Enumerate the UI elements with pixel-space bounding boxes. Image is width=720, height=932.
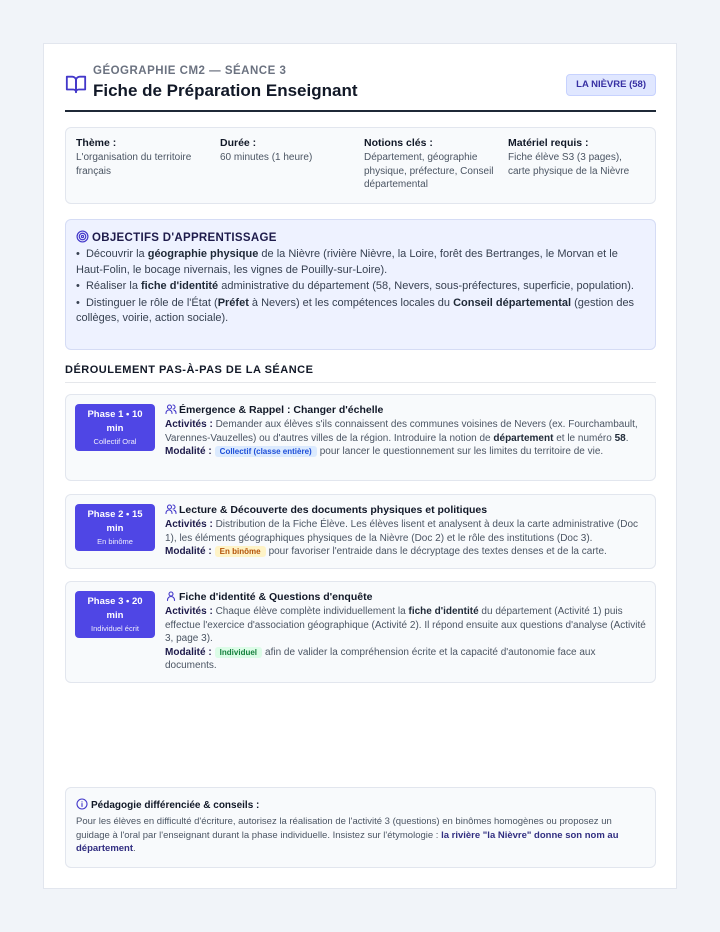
phase-modality: Modalité : En binôme pour favoriser l'entraide dans le décryptage des textes denses et de la carte. [165, 546, 607, 557]
objectives-list [76, 247, 646, 328]
modality-badge: En binôme [215, 546, 266, 557]
phase-activities: Activités : Demander aux élèves s'ils connaissent des communes voisines de Nevers (ex. Fourchambault, Varennes-Vauzelles) ou d'autres villes de la région. Introduire la notion de département et le numéro 58. [165, 419, 638, 444]
info-notions [364, 137, 499, 192]
phase-title: Lecture & Découverte des documents physiques et politiques [165, 503, 647, 516]
phase-badge [75, 591, 155, 638]
modality-badge: Individuel [215, 647, 262, 658]
list-item: • Réaliser la fiche d'identité administrative du département (58, Nevers, sous-préfectures, superficie, population). [76, 280, 634, 292]
target-icon [76, 230, 89, 243]
objectives-box [65, 219, 656, 350]
phase-badge-title: Phase 3 • 20 min [87, 596, 143, 621]
phase-activities: Activités : Chaque élève complète individuellement la fiche d'identité du département (Activité 1) puis effectue l'exercice d'association géographique (Activité 2). Il répond ensuite aux questions d'analyse (Activité 3, page 3). [165, 606, 646, 644]
objectives-title-text: OBJECTIFS D'APPRENTISSAGE [92, 232, 277, 244]
section-title: DÉROULEMENT PAS-À-PAS DE LA SÉANCE [65, 364, 656, 383]
info-duration [220, 137, 355, 165]
list-item: • Distinguer le rôle de l'État (Préfet à Nevers) et les compétences locales du Conseil départemental (gestion des collèges, voirie, action sociale). [76, 296, 635, 324]
phase-badge [75, 404, 155, 451]
phase-modality: Modalité : Collectif (classe entière) pour lancer le questionnement sur les limites du territoire de vie. [165, 446, 604, 457]
phase-title: Fiche d'identité & Questions d'enquête [165, 590, 647, 603]
info-label: Matériel requis : [508, 137, 589, 149]
phase-badge-subtitle: En binôme [97, 537, 133, 546]
phase-activities: Activités : Distribution de la Fiche Élève. Les élèves lisent et analysent à deux la carte administrative (Doc 1), les éléments géographiques physiques de la Nièvre (Doc 2) et le rôle des institutions (Doc 3). [165, 519, 639, 544]
phase-badge-title: Phase 1 • 10 min [87, 409, 143, 434]
tips-text: Pour les élèves en difficulté d'écriture, autorisez la réalisation de l'activité 3 (questions) en binômes homogènes ou proposez un guidage à l'oral par l'enseignant durant la phase individuelle. Insistez sur l'étymologie : la rivière "la Nièvre" donne son nom au département. [76, 816, 619, 854]
modality-badge: Collectif (classe entière) [215, 446, 317, 457]
info-value: Fiche élève S3 (3 pages), carte physique de la Nièvre [508, 152, 630, 177]
phase-modality: Modalité : Individuel afin de valider la compréhension écrite et la capacité d'autonomie face aux documents. [165, 646, 596, 671]
lesson-sheet [43, 43, 677, 889]
department-badge: LA NIÈVRE (58) [566, 74, 656, 96]
phase-card-1 [65, 394, 656, 481]
phase-body [165, 503, 647, 559]
info-label: Notions clés : [364, 137, 433, 149]
info-value: L'organisation du territoire français [76, 152, 192, 177]
info-value: Département, géographie physique, préfecture, Conseil départemental [364, 152, 494, 190]
info-theme [76, 137, 211, 178]
page-header [65, 65, 656, 112]
list-item: • Découvrir la géographie physique de la Nièvre (rivière Nièvre, la Loire, forêt des Bertranges, le Morvan et le Haut-Folin, le bocage nivernais, les vignes de Pouilly-sur-Loire). [76, 248, 618, 276]
phase-body [165, 403, 647, 459]
phase-body [165, 590, 647, 673]
user-icon [165, 590, 177, 602]
info-value: 60 minutes (1 heure) [220, 152, 313, 163]
info-materials [508, 137, 643, 178]
objectives-title [76, 230, 277, 244]
phase-badge-subtitle: Collectif Oral [93, 437, 137, 446]
session-info-box [65, 127, 656, 204]
users-icon [165, 403, 177, 415]
phase-card-2 [65, 494, 656, 569]
phase-card-3 [65, 581, 656, 683]
phase-badge [75, 504, 155, 551]
book-open-icon [65, 73, 87, 95]
phase-title: Émergence & Rappel : Changer d'échelle [165, 403, 647, 416]
phase-badge-title: Phase 2 • 15 min [87, 509, 143, 534]
info-icon [76, 798, 88, 810]
phase-badge-subtitle: Individuel écrit [91, 624, 139, 633]
info-label: Thème : [76, 137, 117, 149]
users-icon [165, 503, 177, 515]
page-title: Fiche de Préparation Enseignant [93, 81, 358, 100]
info-label: Durée : [220, 137, 257, 149]
tips-box [65, 787, 656, 868]
tips-title: Pédagogie différenciée & conseils : [76, 798, 259, 811]
page-kicker: GÉOGRAPHIE CM2 — SÉANCE 3 [93, 65, 287, 77]
